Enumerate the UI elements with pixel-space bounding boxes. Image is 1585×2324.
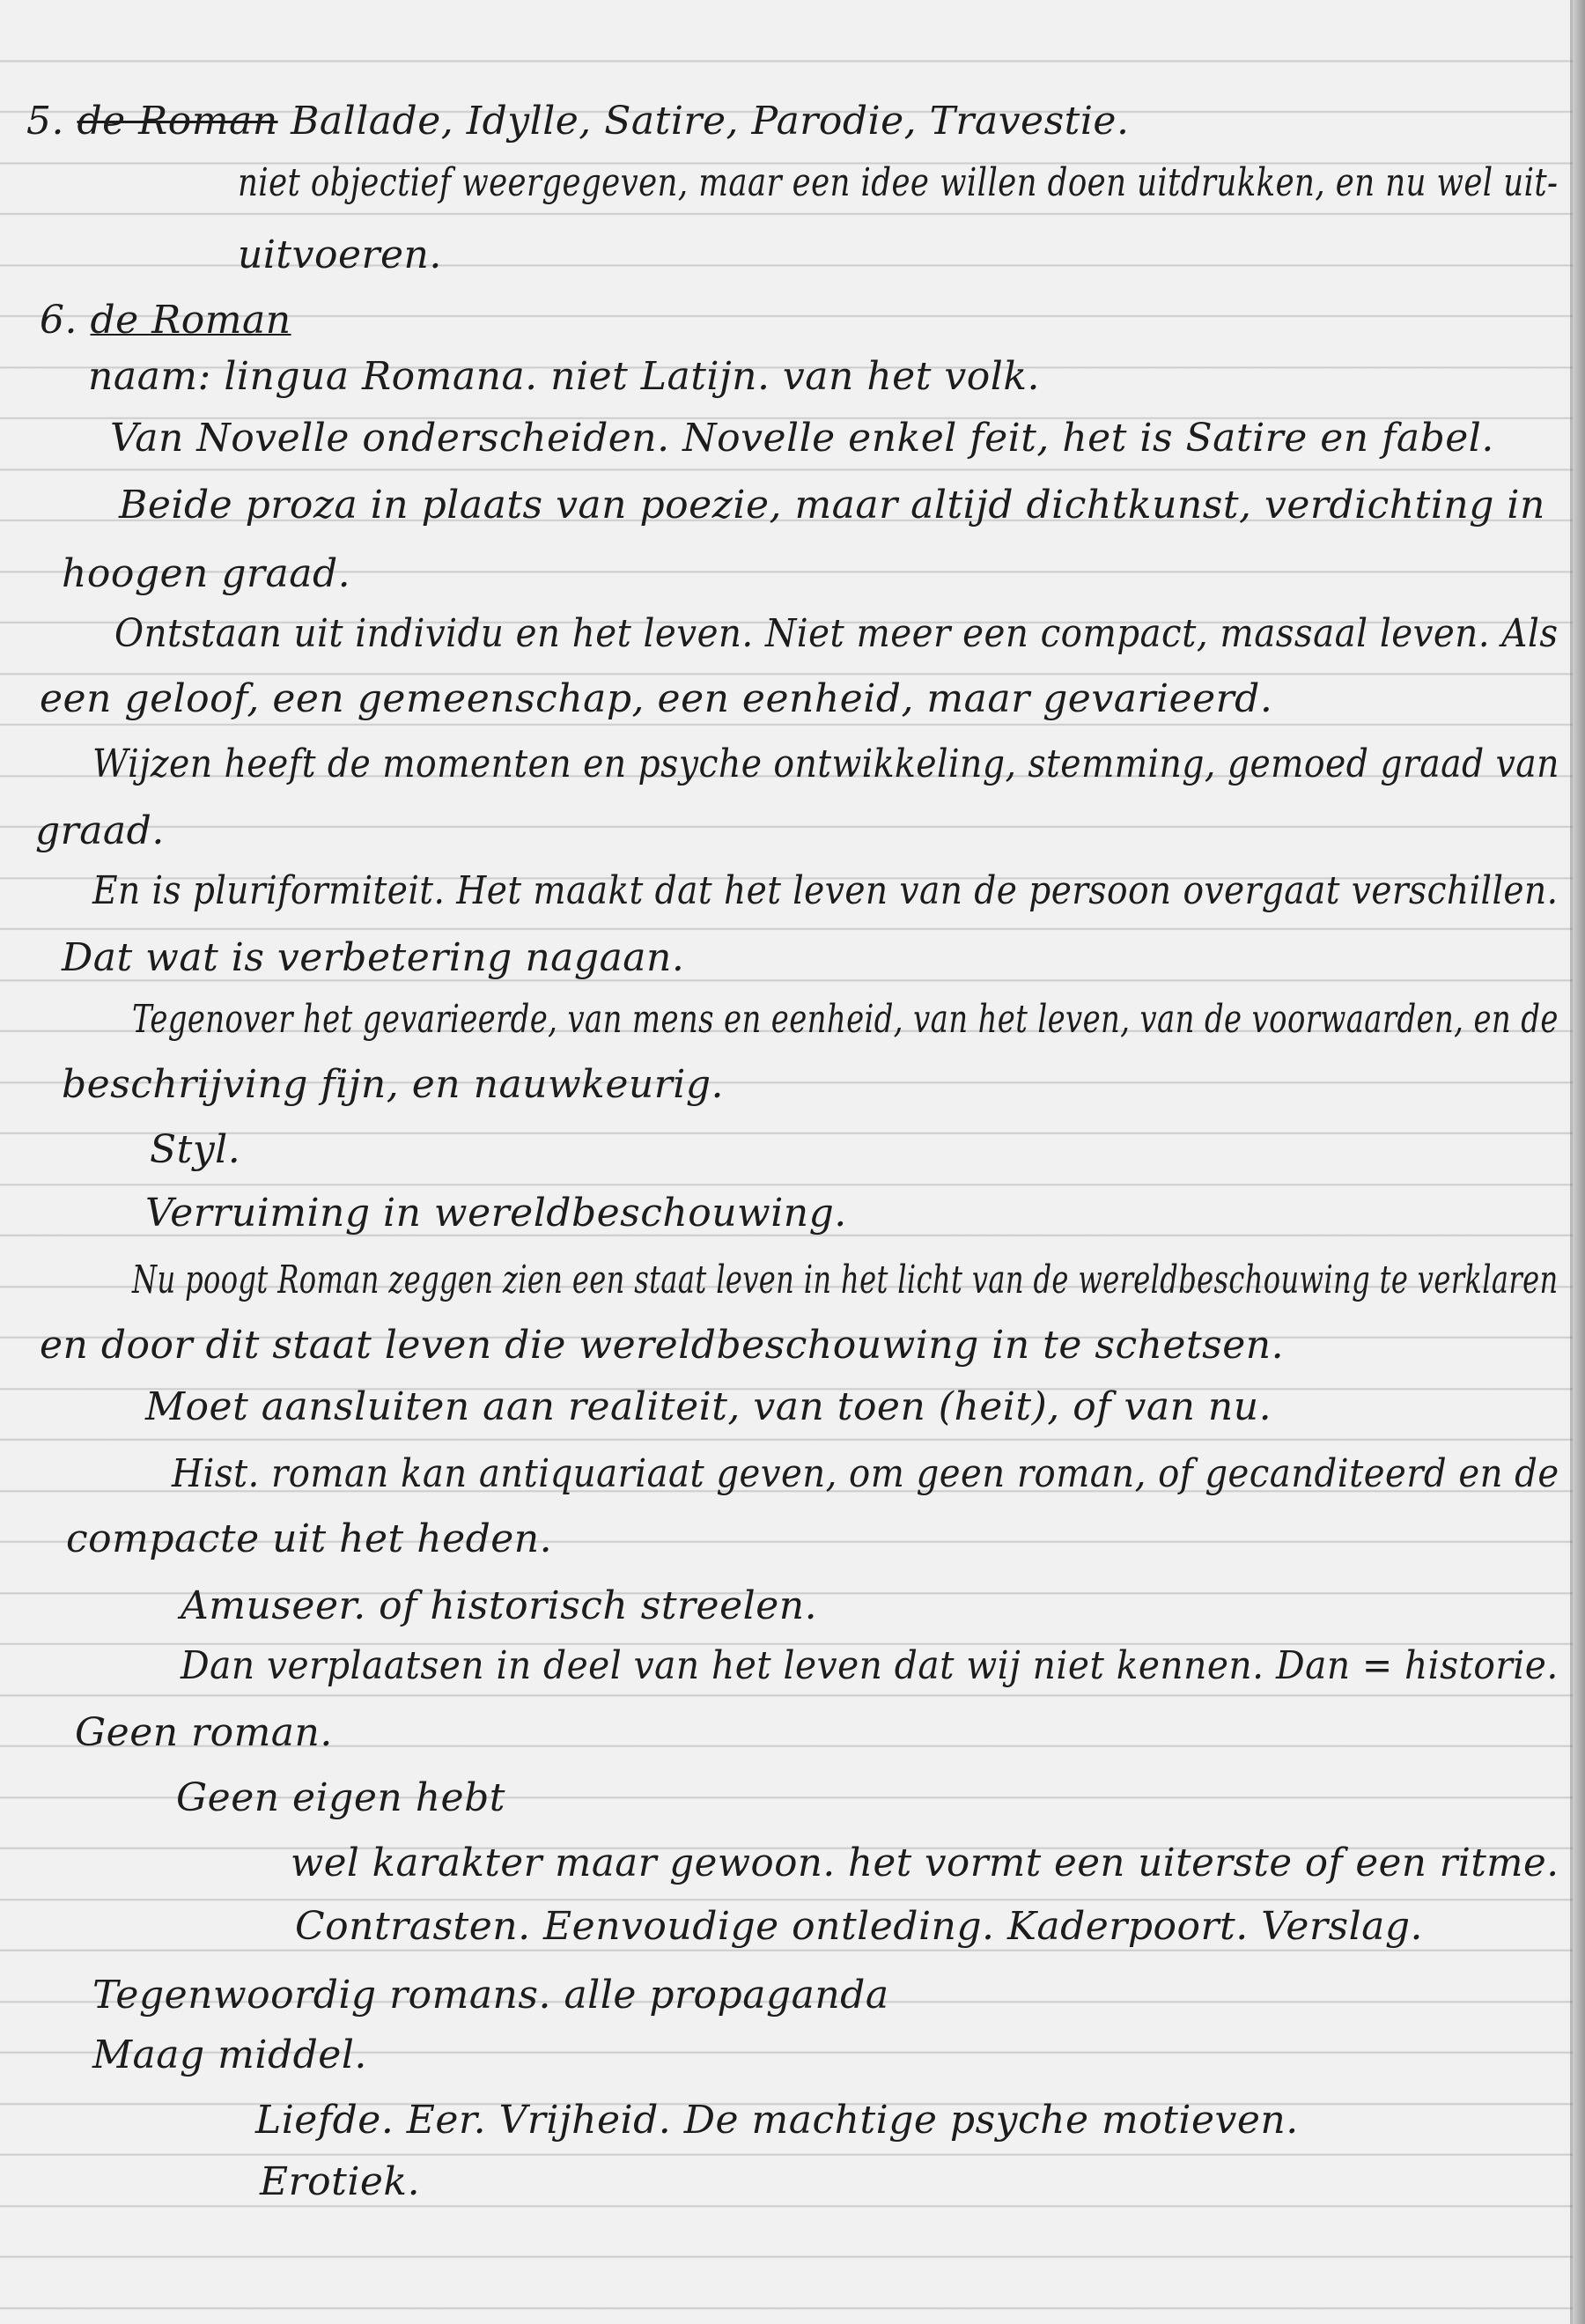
- manuscript-line: Beide proza in plaats van poezie, maar altijd dichtkunst, verdichting in: [119, 483, 1545, 528]
- manuscript-line: Van Novelle onderscheiden. Novelle enkel feit, het is Satire en fabel.: [110, 416, 1494, 461]
- manuscript-line: Dat wat is verbetering nagaan.: [62, 935, 685, 980]
- line-text: Geen eigen hebt: [176, 1775, 505, 1820]
- manuscript-line: en door dit staat leven die wereldbeschouwing in te schetsen.: [40, 1323, 1285, 1368]
- manuscript-line: Wijzen heeft de momenten en psyche ontwikkeling, stemming, gemoed graad van: [92, 741, 1559, 786]
- manuscript-line: wel karakter maar gewoon. het vormt een uiterste of een ritme.: [291, 1841, 1559, 1885]
- manuscript-line: Tegenover het gevarieerde, van mens en eenheid, van het leven, van de voorwaarden, en de: [132, 997, 1559, 1042]
- section-heading: de Roman: [90, 298, 291, 343]
- manuscript-line: Maag middel.: [92, 2033, 367, 2077]
- manuscript-line: Amuseer. of historisch streelen.: [181, 1583, 818, 1628]
- manuscript-line: Tegenwoordig romans. alle propaganda: [92, 1973, 889, 2018]
- manuscript-line: Liefde. Eer. Vrijheid. De machtige psyche motieven.: [255, 2098, 1299, 2143]
- manuscript-line: En is pluriformiteit. Het maakt dat het leven van de persoon overgaat verschillen.: [92, 868, 1559, 913]
- manuscript-line: Contrasten. Eenvoudige ontleding. Kaderpoort. Verslag.: [295, 1904, 1424, 1949]
- line-text: Ballade, Idylle, Satire, Parodie, Travestie.: [291, 99, 1130, 144]
- manuscript-line: naam: lingua Romana. niet Latijn. van het volk.: [88, 354, 1040, 399]
- manuscript-line: Dan verplaatsen in deel van het leven dat wij niet kennen. Dan = historie.: [181, 1643, 1559, 1688]
- manuscript-line: Erotiek.: [260, 2159, 421, 2204]
- manuscript-line: uitvoeren.: [238, 232, 442, 277]
- manuscript-line: [176, 1774, 505, 1823]
- manuscript-line: niet objectief weergegeven, maar een idee willen doen uitdrukken, en nu wel uit-: [238, 160, 1559, 205]
- manuscript-line: graad.: [35, 808, 165, 853]
- page-edge-shadow: [1573, 0, 1585, 2324]
- manuscript-line: Ontstaan uit individu en het leven. Niet meer een compact, massaal leven. Als: [114, 611, 1559, 656]
- manuscript-line: Geen roman.: [75, 1710, 333, 1755]
- manuscript-line: hoogen graad.: [62, 551, 351, 596]
- manuscript-line: beschrijving fijn, en nauwkeurig.: [62, 1062, 724, 1107]
- manuscript-line: Verruiming in wereldbeschouwing.: [145, 1191, 847, 1236]
- line-number: 5.: [26, 99, 64, 144]
- manuscript-line: Hist. roman kan antiquariaat geven, om geen roman, of gecanditeerd en de: [172, 1451, 1559, 1496]
- manuscript-line: compacte uit het heden.: [66, 1516, 553, 1561]
- manuscript-line: Moet aansluiten aan realiteit, van toen (heit), of van nu.: [145, 1384, 1272, 1429]
- line-number: 6.: [40, 298, 77, 343]
- manuscript-line: [26, 97, 1129, 146]
- struck-text: de Roman: [77, 99, 278, 144]
- manuscript-line: Styl.: [150, 1127, 241, 1172]
- manuscript-line: Nu poogt Roman zeggen zien een staat leven in het licht van de wereldbeschouwing te verklaren: [132, 1258, 1559, 1302]
- manuscript-line: [40, 296, 291, 345]
- manuscript-line: een geloof, een gemeenschap, een eenheid, maar gevarieerd.: [40, 676, 1273, 721]
